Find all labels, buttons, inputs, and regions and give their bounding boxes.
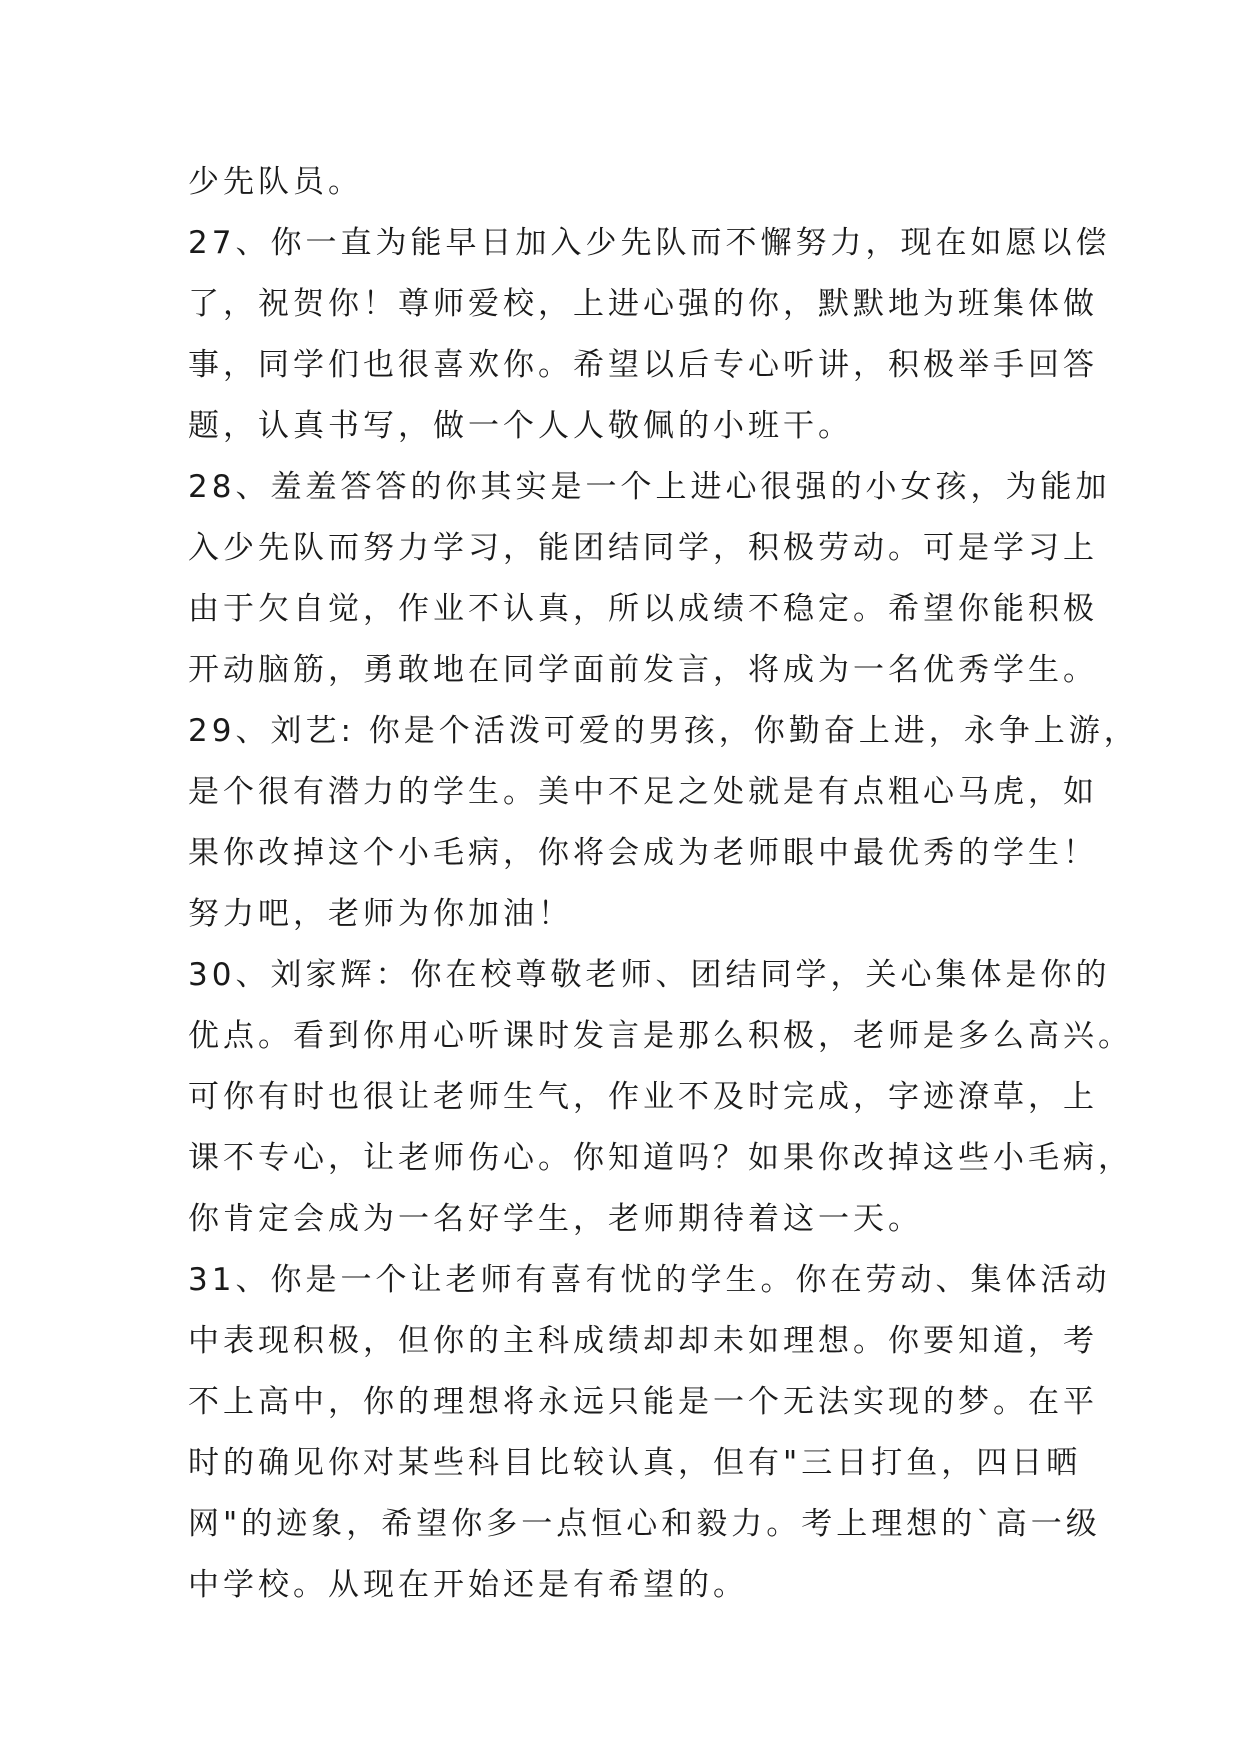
text-line: 少先队员。 [188, 164, 363, 200]
text-line: 不上高中，你的理想将永远只能是一个无法实现的梦。在平 [188, 1384, 1098, 1420]
text-line: 29、刘艺: 你是个活泼可爱的男孩，你勤奋上进，永争上游， [188, 713, 1139, 749]
text-line: 时的确见你对某些科目比较认真，但有"三日打鱼，四日晒 [188, 1445, 1082, 1481]
text-line: 努力吧，老师为你加油！ [188, 896, 573, 932]
text-line: 是个很有潜力的学生。美中不足之处就是有点粗心马虎，如 [188, 774, 1098, 810]
text-line: 入少先队而努力学习，能团结同学，积极劳动。可是学习上 [188, 530, 1098, 566]
text-line: 果你改掉这个小毛病，你将会成为老师眼中最优秀的学生！ [188, 835, 1098, 871]
text-line: 30、刘家辉：你在校尊敬老师、团结同学，关心集体是你的 [188, 957, 1111, 993]
text-line: 中表现积极，但你的主科成绩却却未如理想。你要知道，考 [188, 1323, 1098, 1359]
text-line: 了，祝贺你！尊师爱校，上进心强的你，默默地为班集体做 [188, 286, 1098, 322]
text-line: 31、你是一个让老师有喜有忧的学生。你在劳动、集体活动 [188, 1262, 1111, 1298]
text-line: 28、羞羞答答的你其实是一个上进心很强的小女孩，为能加 [188, 469, 1111, 505]
text-line: 开动脑筋，勇敢地在同学面前发言，将成为一名优秀学生。 [188, 652, 1098, 688]
text-line: 由于欠自觉，作业不认真，所以成绩不稳定。希望你能积极 [188, 591, 1098, 627]
text-line: 网"的迹象，希望你多一点恒心和毅力。考上理想的`高一级 [188, 1506, 1101, 1542]
text-line: 事，同学们也很喜欢你。希望以后专心听讲，积极举手回答 [188, 347, 1098, 383]
text-line: 课不专心，让老师伤心。你知道吗？如果你改掉这些小毛病， [188, 1140, 1133, 1176]
text-line: 可你有时也很让老师生气，作业不及时完成，字迹潦草，上 [188, 1079, 1098, 1115]
text-line: 题，认真书写，做一个人人敬佩的小班干。 [188, 408, 853, 444]
text-line: 27、你一直为能早日加入少先队而不懈努力，现在如愿以偿 [188, 225, 1111, 261]
text-line: 优点。看到你用心听课时发言是那么积极，老师是多么高兴。 [188, 1018, 1133, 1054]
text-line: 中学校。从现在开始还是有希望的。 [188, 1567, 748, 1603]
document-body [188, 152, 1139, 1616]
text-line: 你肯定会成为一名好学生，老师期待着这一天。 [188, 1201, 923, 1237]
